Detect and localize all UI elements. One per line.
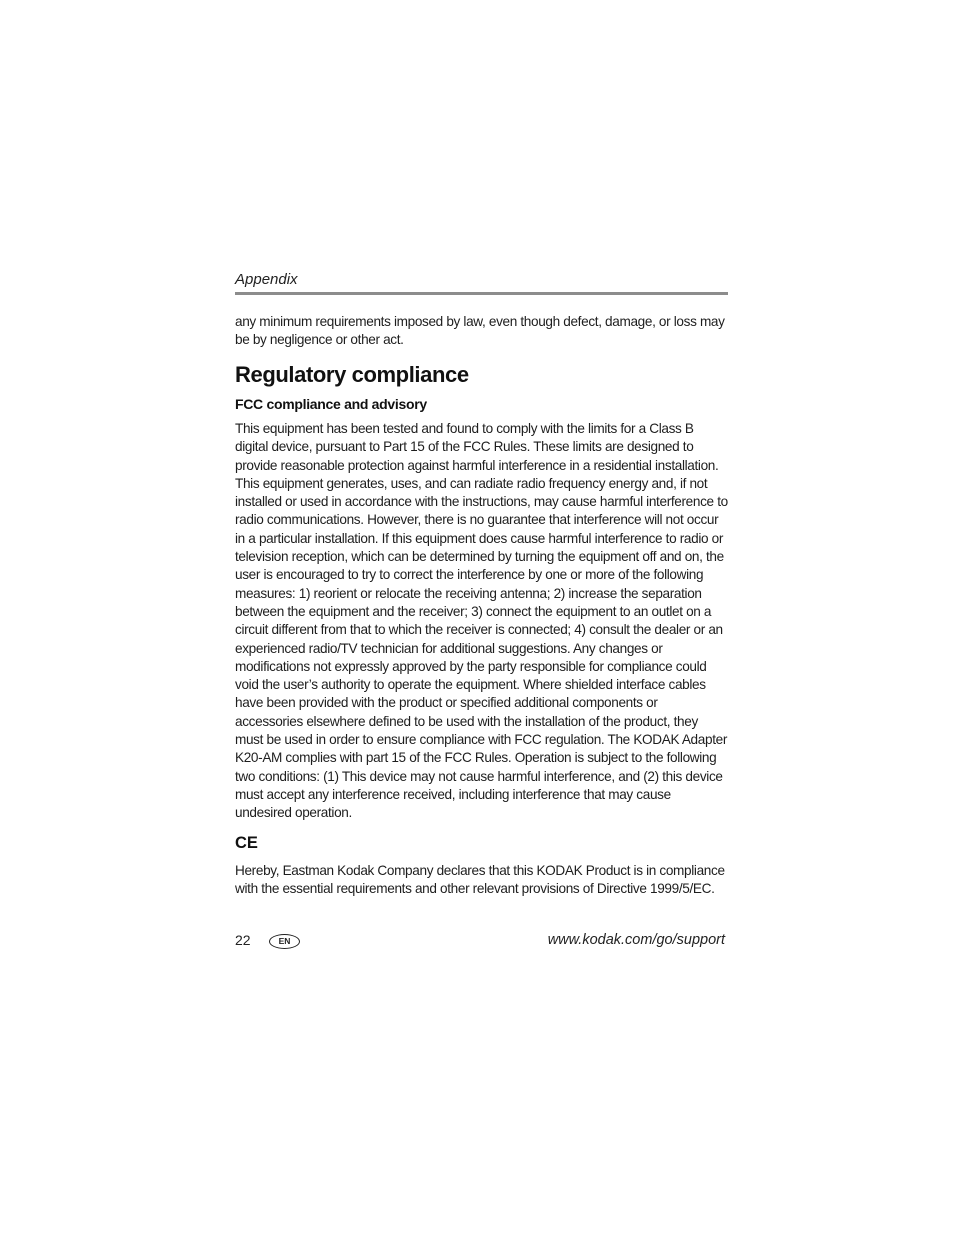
manual-page xyxy=(235,0,728,1235)
section-label: Appendix xyxy=(235,271,298,288)
ce-heading: CE xyxy=(235,834,258,852)
language-badge-icon: EN xyxy=(269,934,300,949)
page-footer xyxy=(235,931,728,953)
ce-paragraph: Hereby, Eastman Kodak Company declares that this KODAK Product is in compliance with the essential requirements and other relevant provisions of Directive 1999/5/EC. xyxy=(235,863,725,897)
intro-paragraph: any minimum requirements imposed by law, even though defect, damage, or loss may be by negligence or other act. xyxy=(235,314,725,348)
header-divider xyxy=(235,292,728,295)
fcc-subheading: FCC compliance and advisory xyxy=(235,396,427,412)
page-heading: Regulatory compliance xyxy=(235,362,469,387)
page-number: 22 xyxy=(235,932,251,948)
fcc-paragraph: This equipment has been tested and found to comply with the limits for a Class B digital device, pursuant to Part 15 of the FCC Rules. These limits are designed to provide reasonable protection against harmful interference in a residential installation. This equipment generates, uses, and can radiate radio frequency energy and, if not installed or used in accordance with the instructions, may cause harmful interference to radio communications. However, there is no guarantee that interference will not occur in a particular installation. If this equipment does cause harmful interference to radio or television reception, which can be determined by turning the equipment off and on, the user is encouraged to try to correct the interference by one or more of the following measures: 1) reorient or relocate the receiving antenna; 2) increase the separation between the equipment and the receiver; 3) connect the equipment to an outlet on a circuit different from that to which the receiver is connected; 4) consult the dealer or an experienced radio/TV technician for additional suggestions. Any changes or modifications not expressly approved by the party responsible for compliance could void the user’s authority to operate the equipment. Where shielded interface cables have been provided with the product or specified additional components or accessories elsewhere defined to be used with the installation of the product, they must be used in order to ensure compliance with FCC regulation. The KODAK Adapter K20-AM complies with part 15 of the FCC Rules. Operation is subject to the following two conditions: (1) This device may not cause harmful interference, and (2) this device must accept any interference received, including interference that may cause undesired operation. xyxy=(235,421,728,821)
support-link[interactable]: www.kodak.com/go/support xyxy=(547,932,725,948)
